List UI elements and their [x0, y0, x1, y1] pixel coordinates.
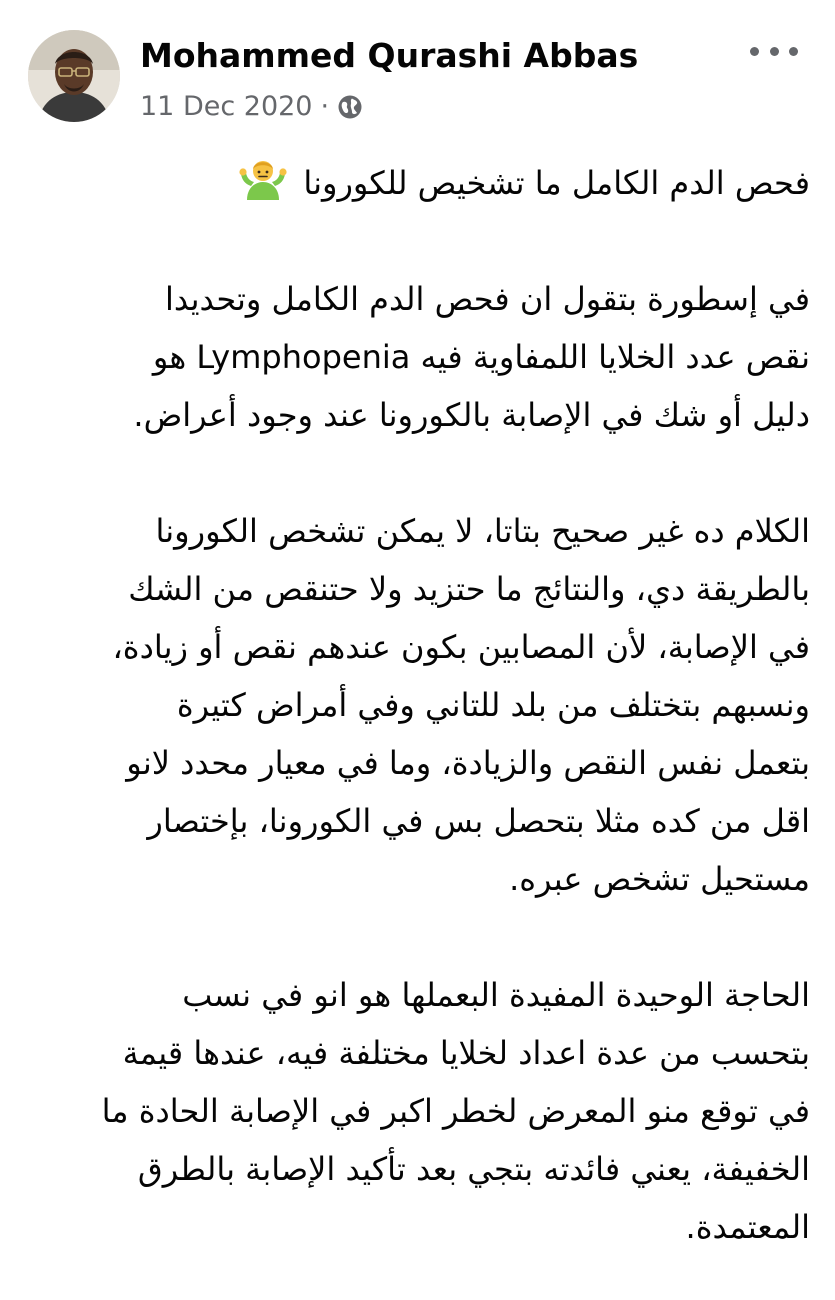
post-title-text: فحص الدم الكامل ما تشخيص للكورونا	[303, 164, 810, 202]
avatar[interactable]	[28, 30, 120, 122]
paragraph-line: الكلام ده غير صحيح بتاتا، لا يمكن تشخص الكورونا	[155, 512, 810, 550]
post-date[interactable]: 11 Dec 2020	[140, 91, 313, 122]
paragraph-line: ونسبهم بتختلف من بلد للتاني وفي أمراض كتيرة	[176, 686, 810, 724]
paragraph-line: المعتمدة.	[685, 1208, 810, 1246]
paragraph-line: بالطريقة دي، والنتائج ما حتزيد ولا حتنقص من الشك	[128, 570, 810, 608]
author-name[interactable]: Mohammed Qurashi Abbas	[140, 36, 639, 75]
more-options-icon[interactable]	[750, 34, 798, 68]
post-meta	[140, 88, 363, 126]
more-dot	[789, 47, 798, 56]
paragraph-line: اقل من كده مثلا بتحصل بس في الكورونا، بإختصار	[147, 802, 810, 840]
avatar-image	[28, 30, 120, 122]
paragraph-line: بتعمل نفس النقص والزيادة، وما في معيار محدد لانو	[126, 744, 810, 782]
paragraph-line: في الإصابة، لأن المصابين بكون عندهم نقص أو زيادة،	[112, 628, 810, 666]
more-dot	[750, 47, 759, 56]
paragraph-line: نقص عدد الخلايا اللمفاوية فيه Lymphopenia هو	[152, 338, 810, 376]
paragraph-line: في إسطورة بتقول ان فحص الدم الكامل وتحديدا	[164, 280, 810, 318]
paragraph-1	[30, 270, 810, 444]
paragraph-line: دليل أو شك في الإصابة بالكورونا عند وجود أعراض.	[133, 396, 810, 434]
paragraph-line: الخفيفة، يعني فائدته بتجي بعد تأكيد الإصابة بالطرق	[137, 1150, 810, 1188]
post-header	[0, 0, 835, 140]
paragraph-3	[30, 966, 810, 1256]
globe-icon[interactable]	[337, 94, 363, 120]
paragraph-line: الحاجة الوحيدة المفيدة البعملها هو انو في نسب	[182, 976, 810, 1014]
person-shrugging-emoji	[239, 154, 287, 202]
meta-separator: ·	[320, 91, 330, 122]
more-dot	[770, 47, 779, 56]
paragraph-line: بتحسب من عدة اعداد لخلايا مختلفة فيه، عندها قيمة	[122, 1034, 810, 1072]
paragraph-2	[30, 502, 810, 908]
post-text	[30, 154, 810, 1256]
paragraph-line: في توقع منو المعرض لخطر اكبر في الإصابة الحادة ما	[101, 1092, 810, 1130]
post-title	[30, 154, 810, 212]
paragraph-line: مستحيل تشخص عبره.	[509, 860, 810, 898]
